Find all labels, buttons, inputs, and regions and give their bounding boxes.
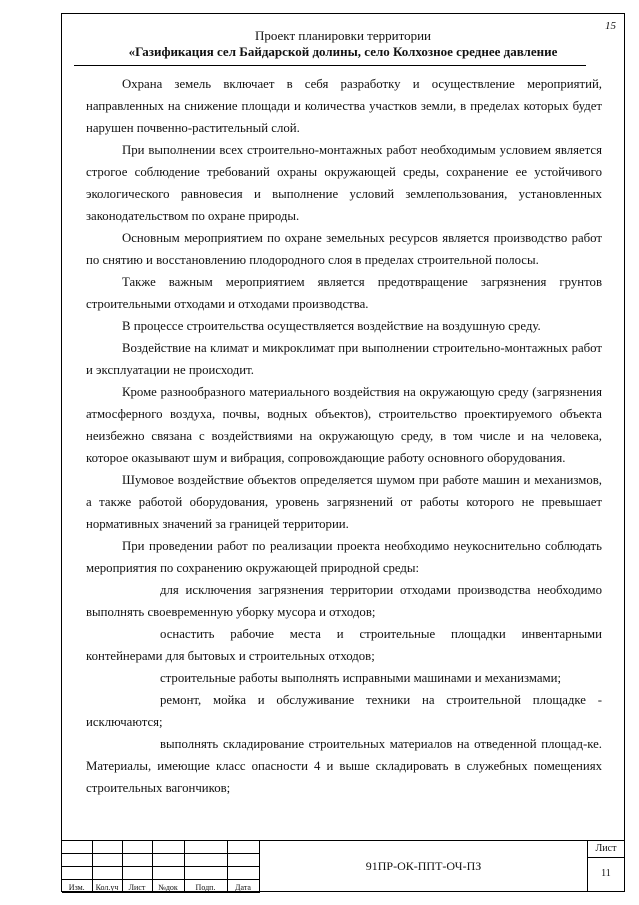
paragraph: Основным мероприятием по охране земельных ресурсов является производство работ по снятию и восстановлению плодородного слоя в пределах строительной полосы. [86, 231, 602, 267]
list-item [86, 579, 602, 623]
col-list: Лист [122, 880, 152, 893]
header-divider [74, 65, 586, 66]
sheet-number: 11 [601, 868, 611, 879]
page-number: 15 [605, 20, 616, 32]
revision-row [62, 867, 259, 880]
list-item [86, 623, 602, 667]
paragraph: При выполнении всех строительно-монтажных работ необходимым условием является строгое соблюдение требований охраны окружающей среды, сохранение ее устойчивого экологического равновесия и выполнение условий землепользования, установленных законодательством по охране природы. [86, 143, 602, 223]
paragraph: Также важным мероприятием является предотвращение загрязнения грунтов строительными отходами и отходами производства. [86, 275, 602, 311]
list-item-text: оснастить рабочие места и строительные площадки инвентарными контейнерами для бытовых и строительных отходов; [86, 627, 602, 663]
list-item-text: строительные работы выполнять исправными машинами и механизмами; [160, 671, 562, 685]
document-code: 91ПР-ОК-ППТ-ОЧ-ПЗ [259, 841, 588, 891]
revision-row [62, 841, 259, 854]
col-izm: Изм. [62, 880, 92, 893]
list-item-text: для исключения загрязнения территории отходами производства необходимо выполнять своевременную уборку мусора и отходов; [86, 583, 602, 619]
col-kol-uch: Кол.уч [92, 880, 122, 893]
revision-header-row [62, 880, 259, 893]
paragraph: Шумовое воздействие объектов определяется шумом при работе машин и механизмов, а также работой оборудования, уровень загрязнений от работы которого не превышает нормативных значений за границей территории. [86, 473, 602, 531]
list-item-text: ремонт, мойка и обслуживание техники на строительной площадке - исключаются; [86, 693, 602, 729]
paragraph: В процессе строительства осуществляется воздействие на воздушную среду. [122, 319, 541, 333]
col-data: Дата [227, 880, 259, 893]
list-item [86, 733, 602, 799]
title-block [62, 840, 624, 891]
revision-table [62, 841, 260, 893]
list-item-text: выполнять складирование строительных материалов на отведенной площад-ке. Материалы, имеющие класс опасности 4 и выше складировать в служебных помещениях строительных вагончиков; [86, 737, 602, 795]
paragraph: Воздействие на климат и микроклимат при выполнении строительно-монтажных работ и эксплуатации не происходит. [86, 341, 602, 377]
document-header [62, 28, 624, 60]
col-ndok: №док [152, 880, 184, 893]
header-title: Проект планировки территории [254, 28, 431, 43]
list-item [86, 689, 602, 733]
paragraph: Кроме разнообразного материального воздействия на окружающую среду (загрязнения атмосферного воздуха, почвы, водных объектов), строительство проектируемого объекта неизбежно связана с воздействиями на окружающую среду, в том числе и на человека, которое оказывают шум и вибрация, сопровождающие работу основного оборудования. [86, 385, 602, 465]
revision-row [62, 854, 259, 867]
sheet-box [588, 841, 624, 891]
col-podp: Подп. [184, 880, 227, 893]
paragraph: При проведении работ по реализации проекта необходимо неукоснительно соблюдать мероприятия по сохранению окружающей природной среды: [86, 539, 602, 575]
header-project-name: «Газификация сел Байдарской долины, село Колхозное среднее давление [128, 44, 558, 59]
list-item [86, 667, 602, 689]
sheet-label: Лист [588, 841, 624, 858]
paragraph: Охрана земель включает в себя разработку и осуществление мероприятий, направленных на снижение площади и количества участков земли, в пределах которых будет нарушен почвенно-растительный слой. [86, 77, 602, 135]
page-frame [61, 13, 625, 892]
document-body [86, 73, 602, 799]
